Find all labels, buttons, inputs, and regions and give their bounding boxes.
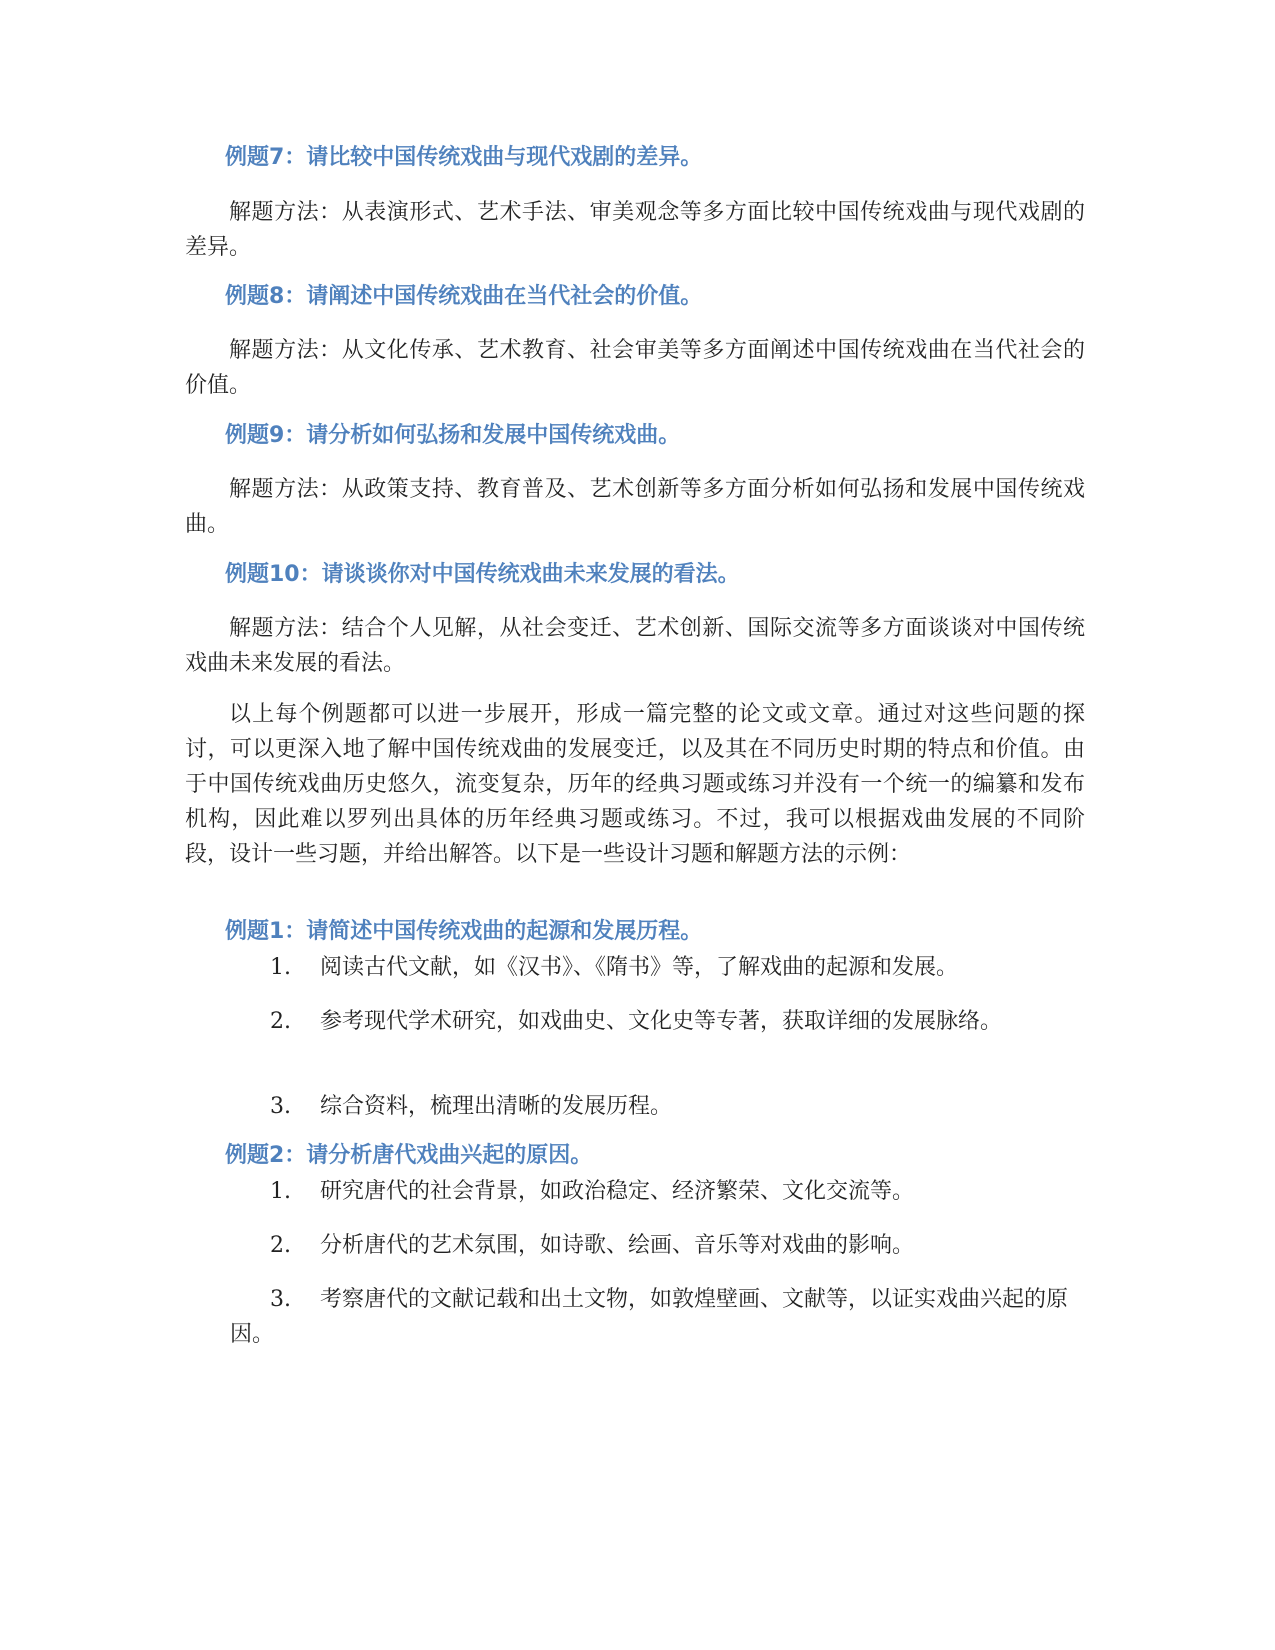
list-item-number: 3.	[270, 1287, 291, 1312]
list-item-text: 综合资料，梳理出清晰的发展历程。	[320, 1094, 673, 1119]
summary-paragraph: 以上每个例题都可以进一步展开，形成一篇完整的论文或文章。通过对这些问题的探讨，可以更深入地了解中国传统戏曲的发展变迁，以及其在不同历史时期的特点和价值。由于中国传统戏曲历史悠久，流变复杂，历年的经典习题或练习并没有一个统一的编纂和发布机构，因此难以罗列出具体的历年经典习题或练习。不过，我可以根据戏曲发展的不同阶段，设计一些习题，并给出解答。以下是一些设计习题和解题方法的示例：	[185, 702, 1085, 867]
example-7-method: 解题方法：从表演形式、艺术手法、审美观念等多方面比较中国传统戏曲与现代戏剧的差异。	[185, 200, 1085, 260]
example-8-heading: 例题8：请阐述中国传统戏曲在当代社会的价值。	[225, 284, 703, 309]
example-1-heading: 例题1：请简述中国传统戏曲的起源和发展历程。	[225, 919, 703, 944]
list-item-text: 阅读古代文献，如《汉书》、《隋书》等，了解戏曲的起源和发展。	[320, 955, 959, 980]
example-2-heading: 例题2：请分析唐代戏曲兴起的原因。	[225, 1143, 593, 1168]
list-item	[230, 1282, 1085, 1352]
list-item-text: 参考现代学术研究，如戏曲史、文化史等专著，获取详细的发展脉络。	[320, 1009, 1003, 1034]
list-item-text: 考察唐代的文献记载和出土文物，如敦煌壁画、文献等，以证实戏曲兴起的原因。	[230, 1287, 1069, 1347]
list-item-number: 2.	[270, 1009, 291, 1034]
list-item	[230, 1004, 1085, 1039]
list-item-number: 2.	[270, 1233, 291, 1258]
example-9-heading: 例题9：请分析如何弘扬和发展中国传统戏曲。	[225, 423, 681, 448]
list-item	[230, 1228, 1085, 1263]
list-item-number: 1.	[270, 955, 291, 980]
list-item-number: 1.	[270, 1179, 291, 1204]
list-item-text: 研究唐代的社会背景，如政治稳定、经济繁荣、文化交流等。	[320, 1179, 915, 1204]
example-7-heading: 例题7：请比较中国传统戏曲与现代戏剧的差异。	[225, 145, 703, 170]
list-item	[230, 950, 1085, 985]
list-item	[230, 1174, 1085, 1209]
list-item-number: 3.	[270, 1094, 291, 1119]
example-10-method: 解题方法：结合个人见解，从社会变迁、艺术创新、国际交流等多方面谈谈对中国传统戏曲未来发展的看法。	[185, 616, 1085, 676]
example-10-heading: 例题10：请谈谈你对中国传统戏曲未来发展的看法。	[225, 562, 740, 587]
example-8-method: 解题方法：从文化传承、艺术教育、社会审美等多方面阐述中国传统戏曲在当代社会的价值。	[185, 338, 1085, 398]
list-item	[230, 1089, 1085, 1124]
list-item-text: 分析唐代的艺术氛围，如诗歌、绘画、音乐等对戏曲的影响。	[320, 1233, 915, 1258]
example-9-method: 解题方法：从政策支持、教育普及、艺术创新等多方面分析如何弘扬和发展中国传统戏曲。	[185, 477, 1085, 537]
